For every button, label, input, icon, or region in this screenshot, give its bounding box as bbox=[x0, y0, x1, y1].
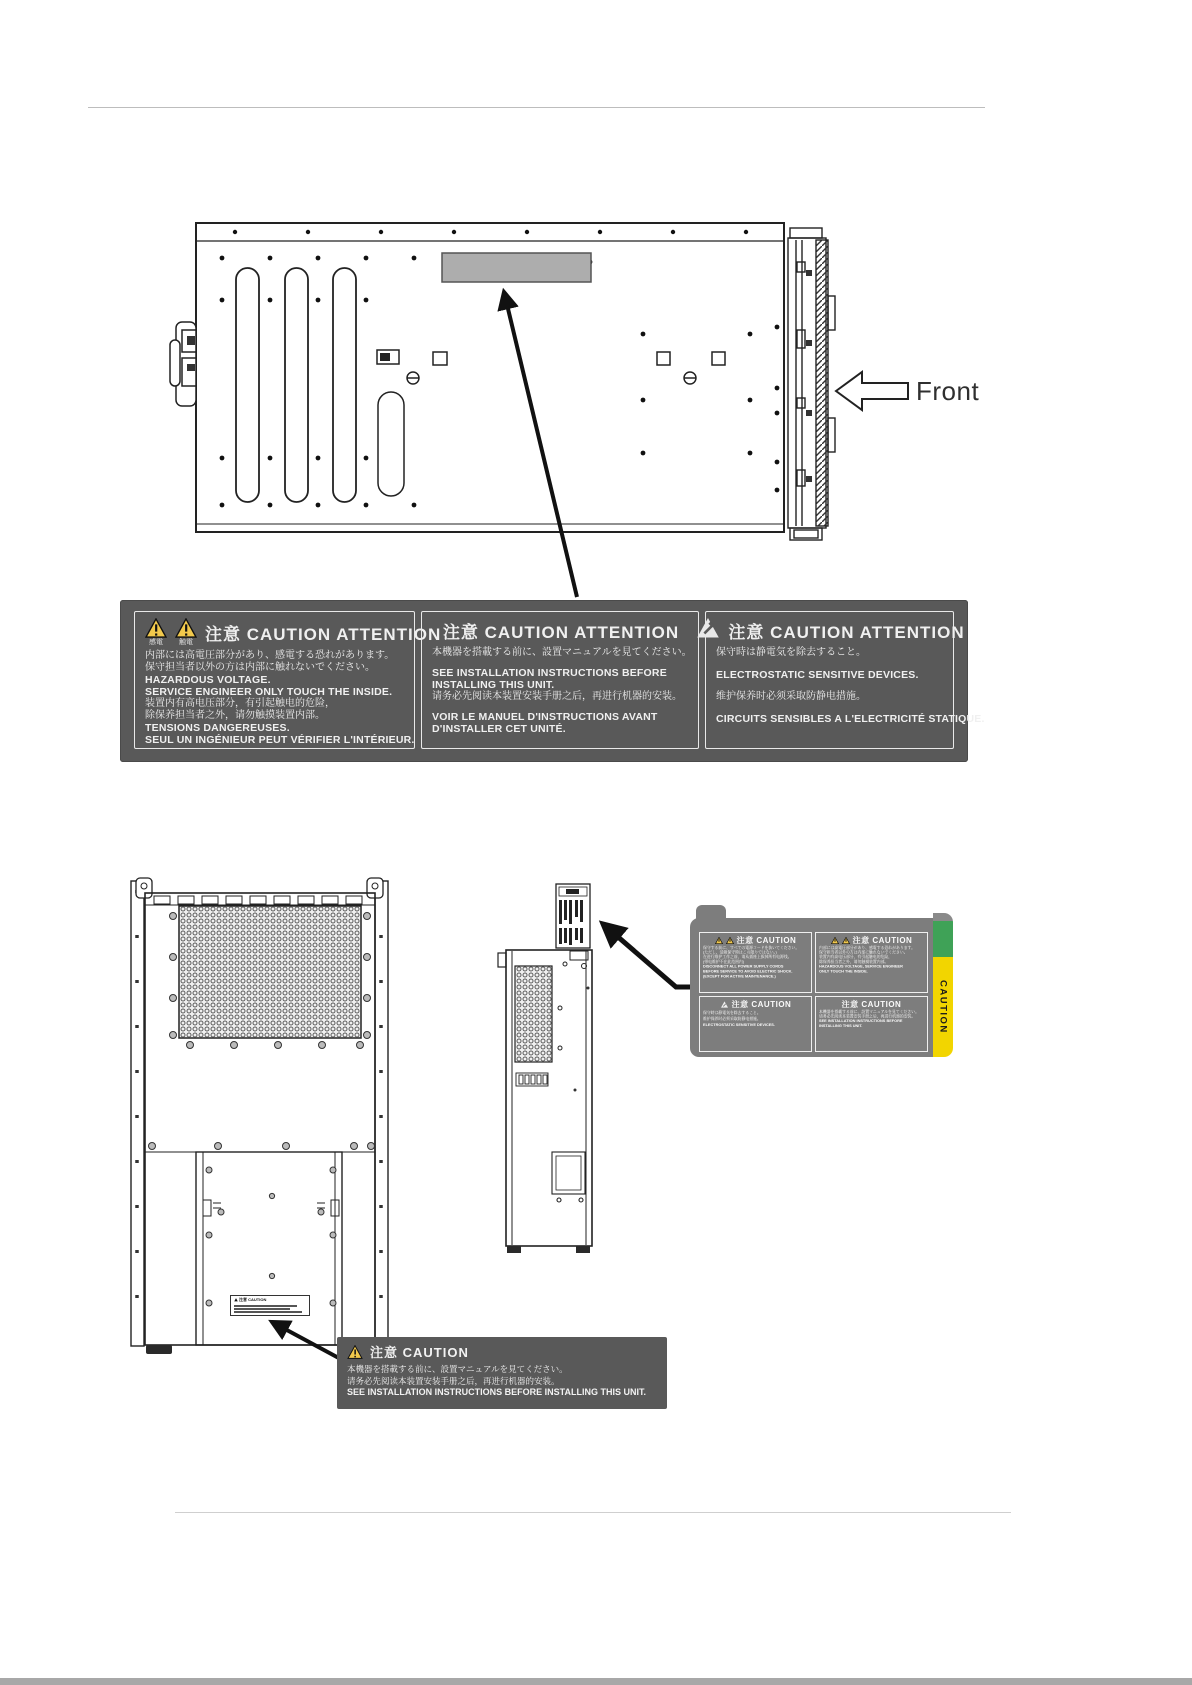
q1-body: 保守する前に、すべての電源コードを抜いてください。 (ただし、活線保守時はこの限りではない。) 在进行维护工作之前，请从插座上拔掉所有电源线。 (带电维护不在此范围内) DISCONNECT ALL POWER SUPPLY CORDS BEFORE SERVICE TO AVOID ELECTRIC SHOCK. (EXCEPT FOR ACTIVE MAINTENANCE.) bbox=[703, 946, 800, 979]
caution-color-strip bbox=[933, 913, 953, 1057]
side-view-drawing bbox=[498, 884, 694, 1253]
caution-panel-voltage: 感電 触電 注意 CAUTION ATTENTION 内部には高電圧部分があり、感電する恐れがあります。 保守担当者以外の方は内部に触れないでください。 HAZARDOUS VOLTAGE. SERVICE ENGINEER ONLY TOUCH THE INSIDE. 装置内有高电压部分，有引起触电的危险， 除保养担当者之外，请勿触摸装置内部。 TENSIONS DANGEREUSES. SEUL UN INGÉNIEUR PEUT VÉRIFIER L'INTÉRIEUR. bbox=[134, 611, 415, 749]
esd-warning-icon bbox=[696, 618, 720, 643]
caution-panel-voltage-header: 感電 触電 注意 CAUTION ATTENTION bbox=[145, 618, 406, 646]
side-label-q4-installation bbox=[815, 996, 928, 1052]
side-lower-box bbox=[552, 1152, 585, 1202]
top-cover-label-location bbox=[442, 253, 591, 282]
tiny-text-bar bbox=[234, 1311, 302, 1313]
rear-foot-left bbox=[146, 1345, 172, 1354]
page-bottom-band bbox=[0, 1678, 1192, 1685]
rear-lower-panel bbox=[196, 1152, 342, 1345]
strip-gray-segment bbox=[933, 913, 953, 921]
side-label-plate bbox=[556, 884, 590, 948]
left-bracket bbox=[170, 322, 196, 406]
rear-tiny-caution-label bbox=[230, 1295, 310, 1316]
warning-triangle-icon bbox=[831, 937, 839, 944]
q3-body: 保守時は静電気を除去すること。 维护保养时必须采取防静电措施。 ELECTROSTATIC SENSITIVE DEVICES. bbox=[703, 1011, 775, 1028]
warning-triangle-icon bbox=[842, 937, 850, 944]
rear-tiny-label-header: 注意 CAUTION bbox=[234, 1297, 306, 1303]
caution-label-strip bbox=[120, 600, 985, 762]
caution-panel-installation: 注意 CAUTION ATTENTION 本機器を搭載する前に、設置マニュアルを見てください。 SEE INSTALLATION INSTRUCTIONS BEFORE INSTALLING THIS UNIT. 请务必先阅读本装置安装手册之后，再进行机器的安装。 VOIR LE MANUEL D'INSTRUCTIONS AVANT D'INSTALLER CET UNITÉ. bbox=[421, 611, 699, 749]
bottom-divider bbox=[175, 1512, 1011, 1513]
warning-triangle-icon bbox=[715, 937, 723, 944]
tiny-text-bar bbox=[234, 1308, 290, 1310]
caution-panel-installation-header: 注意 CAUTION ATTENTION bbox=[442, 623, 680, 642]
callout-arrow-side-label bbox=[603, 924, 694, 987]
bottom-caution-label: 注意 CAUTION 本機器を搭載する前に、設置マニュアルを見てください。 请务必先阅读本装置安装手册之后，再进行机器的安装。 SEE INSTALLATION INSTRUCTIONS BEFORE INSTALLING THIS UNIT. bbox=[337, 1337, 667, 1409]
electric-shock-warning-icon: 感電 bbox=[145, 618, 167, 646]
q4-header: 注意 CAUTION bbox=[841, 1000, 902, 1009]
strip-green-segment bbox=[933, 921, 953, 957]
front-direction-arrow bbox=[836, 372, 908, 410]
q2-header: 注意 CAUTION bbox=[819, 935, 924, 946]
front-direction-label: Front bbox=[916, 376, 980, 406]
q3-header: 注意 CAUTION bbox=[703, 999, 808, 1010]
side-foot-right bbox=[576, 1246, 590, 1253]
warning-triangle-icon bbox=[726, 937, 734, 944]
caution-panel-esd-header: 注意 CAUTION ATTENTION bbox=[716, 618, 945, 643]
warning-triangle-icon bbox=[347, 1345, 363, 1359]
q2-body: 内部には高電圧部分があり、感電する恐れがあります。 保守担当者以外の方は内部に触れないでください。 装置内有高电压部分，有引起触电的危险， 除保养担当者之外，请勿触摸装置内部。 HAZARDOUS VOLTAGE, SERVICE ENGINEER ONLY TOUCH THE INSIDE. bbox=[819, 946, 915, 974]
q1-header: 注意 CAUTION bbox=[703, 935, 808, 946]
warning-triangle-icon bbox=[234, 1298, 238, 1302]
strip-yellow-segment: CAUTION bbox=[933, 957, 953, 1057]
front-panel-edge bbox=[788, 228, 835, 540]
caution-panel-esd: 注意 CAUTION ATTENTION 保守時は静電気を除去すること。 ELECTROSTATIC SENSITIVE DEVICES. 维护保养时必须采取防静电措施。 CIRCUITS SENSIBLES A L'ELECTRICITÉ STATIQUE. bbox=[705, 611, 954, 749]
side-label-q3-esd bbox=[699, 996, 812, 1052]
rear-view-drawing bbox=[131, 878, 388, 1363]
q4-body: 本機器を搭載する前に、設置マニュアルを見てください。 请务必先阅读本装置安装手册之后，再进行机器的安装。 SEE INSTALLATION INSTRUCTIONS BEFORE INSTALLING THIS UNIT. bbox=[819, 1010, 919, 1029]
side-label-q2-voltage bbox=[815, 932, 928, 993]
side-label-q1-power bbox=[699, 932, 812, 993]
esd-warning-icon bbox=[720, 1001, 729, 1008]
rear-top-tabs bbox=[154, 896, 362, 904]
bottom-label-header: 注意 CAUTION bbox=[347, 1342, 657, 1361]
side-panel-caution-label bbox=[690, 905, 955, 1057]
contact-shock-warning-icon: 触電 bbox=[175, 618, 197, 646]
side-foot-left bbox=[507, 1246, 521, 1253]
side-dip-block bbox=[516, 1073, 548, 1086]
tiny-text-bar bbox=[234, 1305, 297, 1307]
top-view-drawing bbox=[170, 223, 908, 597]
